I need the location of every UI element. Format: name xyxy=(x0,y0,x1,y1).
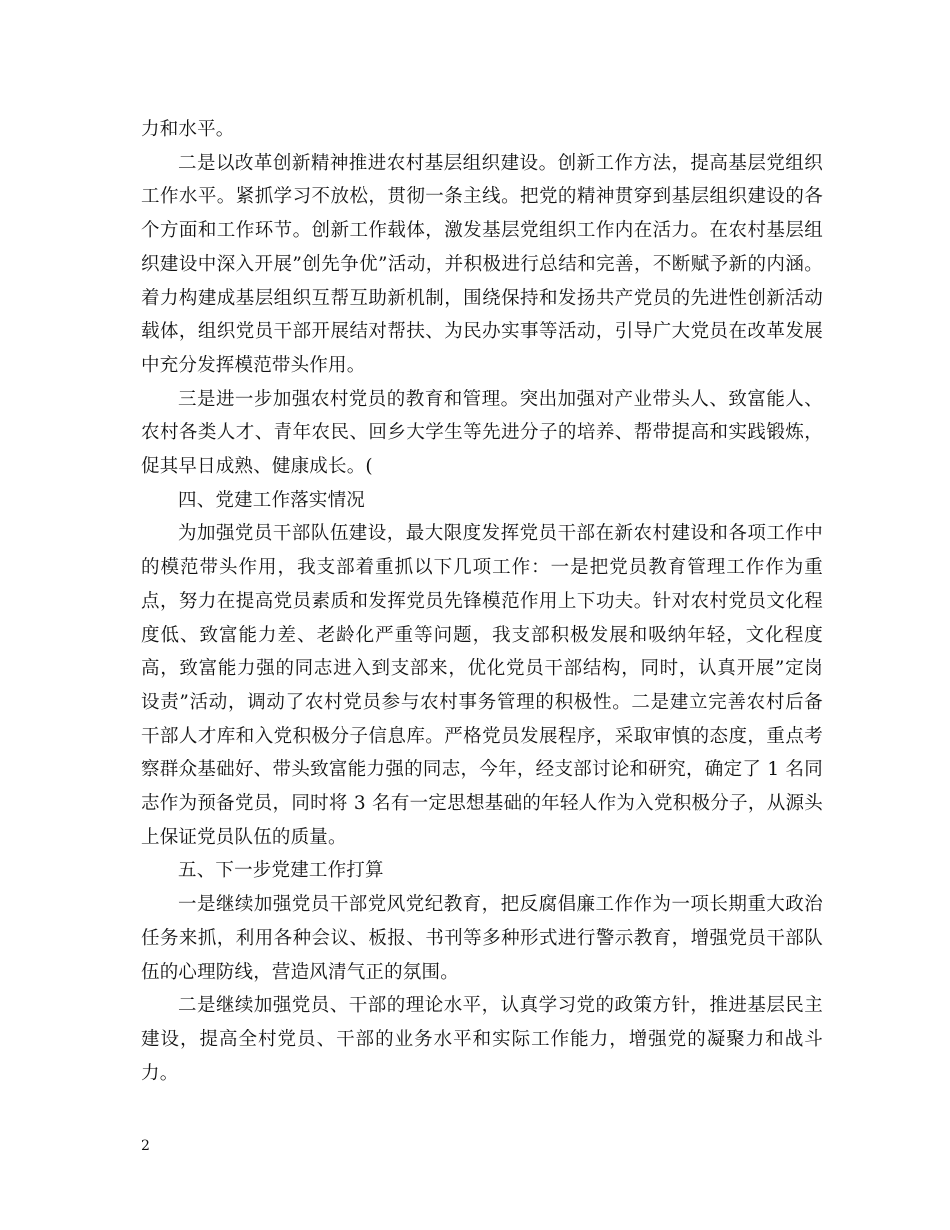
paragraph-next-steps-two: 二是继续加强党员、干部的理论水平，认真学习党的政策方针，推进基层民主建设，提高全村党员、干部的业务水平和实际工作能力，增强党的凝聚力和战斗力。 xyxy=(141,995,823,1084)
section-heading-next-steps: 五、下一步党建工作打算 xyxy=(178,860,384,882)
document-body xyxy=(141,113,823,1090)
paragraph-member-education: 三是进一步加强农村党员的教育和管理。突出加强对产业带头人、致富能人、农村各类人才、青年农民、回乡大学生等先进分子的培养、帮带提高和实践锻炼，促其早日成熟、健康成长。( xyxy=(141,388,823,478)
page-number: 2 xyxy=(141,1138,150,1154)
paragraph-next-steps-one: 一是继续加强党员干部党风党纪教育，把反腐倡廉工作作为一项长期重大政治任务来抓，利用各种会议、板报、书刊等多种形式进行警示教育，增强党员干部队伍的心理防线，营造风清气正的氛围。 xyxy=(141,894,823,983)
paragraph-reform-innovation: 二是以改革创新精神推进农村基层组织建设。创新工作方法，提高基层党组织工作水平。紧抓学习不放松，贯彻一条主线。把党的精神贯穿到基层组织建设的各个方面和工作环节。创新工作载体，激发基层党组织工作内在活力。在农村基层组织建设中深入开展”创先争优”活动，并积极进行总结和完善，不断赋予新的内涵。着力构建成基层组织互帮互助新机制，围绕保持和发扬共产党员的先进性创新活动载体，组织党员干部开展结对帮扶、为民办实事等活动，引导广大党员在改革发展中充分发挥模范带头作用。 xyxy=(141,152,823,376)
paragraph-implementation-details: 为加强党员干部队伍建设，最大限度发挥党员干部在新农村建设和各项工作中的模范带头作用，我支部着重抓以下几项工作：一是把党员教育管理工作作为重点，努力在提高党员素质和发挥党员先锋模范作用上下功夫。针对农村党员文化程度低、致富能力差、老龄化严重等问题，我支部积极发展和吸纳年轻，文化程度高，致富能力强的同志进入到支部来，优化党员干部结构，同时，认真开展”定岗设责”活动，调动了农村党员参与农村事务管理的积极性。二是建立完善农村后备干部人才库和入党积极分子信息库。严格党员发展程序，采取审慎的态度，重点考察群众基础好、带头致富能力强的同志，今年，经支部讨论和研究，确定了 1 名同志作为预备党员，同时将 3 名有一定思想基础的年轻人作为入党积极分子，从源头上保证党员队伍的质量。 xyxy=(141,523,823,848)
section-heading-implementation: 四、党建工作落实情况 xyxy=(178,489,366,511)
paragraph-continuation: 力和水平。 xyxy=(141,119,235,140)
